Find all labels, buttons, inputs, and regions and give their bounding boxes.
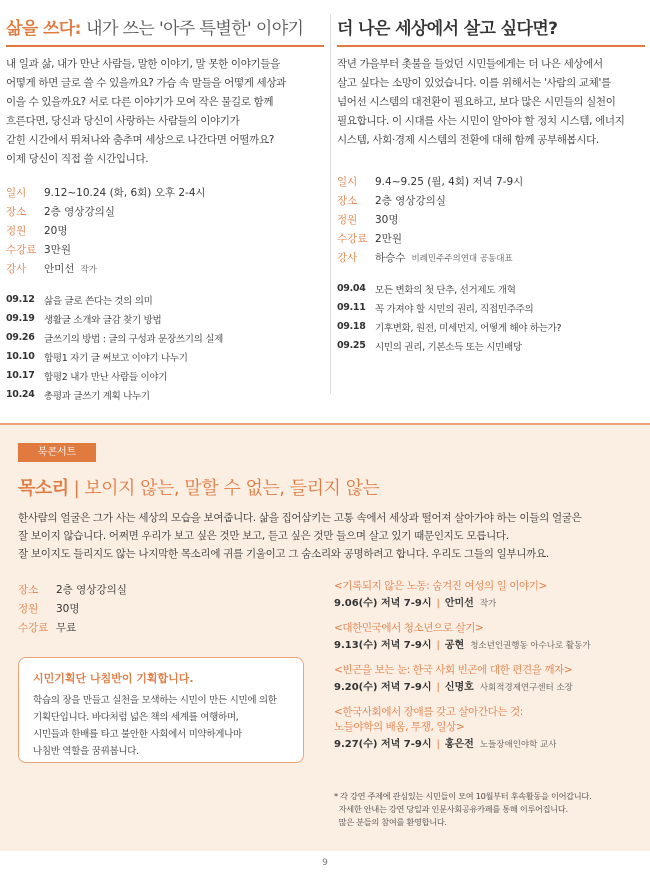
schedule-row: 09.11 꼭 가져야 할 시민의 권리, 직접민주주의 — [337, 302, 534, 315]
talk-item — [334, 621, 634, 656]
talk-item — [334, 705, 634, 755]
schedule-row: 10.24 총평과 글쓰기 계획 나누기 — [6, 389, 150, 402]
schedule-row: 10.10 합평1 자기 글 써보고 이야기 나누기 — [6, 351, 188, 364]
talk-meta: 9.27(수) 저녁 7-9시 | 홍은전 노들장애인야학 교사 — [334, 739, 557, 750]
talk-item — [334, 663, 634, 698]
citizen-course-title: 더 나은 세상에서 살고 싶다면? — [337, 14, 645, 47]
writing-course-schedule — [6, 290, 324, 404]
book-concert-info — [18, 580, 127, 637]
book-concert-tag: 북콘서트 — [18, 443, 96, 462]
info-place: 장소 2층 영상강의실 — [6, 206, 115, 218]
title-sep: : — [74, 19, 81, 39]
writing-course-section — [6, 14, 324, 404]
info-lecturer: 강사 하승수 비례민주주의연대 공동대표 — [337, 252, 513, 264]
book-concert-section — [0, 423, 650, 851]
info-place: 장소 2층 영상강의실 — [18, 584, 127, 596]
info-fee: 수강료 무료 — [18, 622, 77, 634]
schedule-row: 09.19 생활글 소개와 글감 찾기 방법 — [6, 313, 162, 326]
book-concert-intro: 한사람의 얼굴은 그가 사는 세상의 모습을 보여줍니다. 삶을 집어삼키는 고통 속에서 세상과 떨어져 살아가야 하는 이들의 얼굴은 잘 보이지 않습니다. 어쩌면 우리가 보고 싶은 것만 보고, 듣고 싶은 것만 들으며 살고 있기 때문인지도 모릅니다. 잘 보이지도 들리지도 않는 나지막한 목소리에 귀를 기울이고 그 숨소리와 공명하려고 합니다. 우리도 그들의 일부니까요. — [18, 512, 582, 560]
title-main: 삶을 쓰다 — [6, 19, 75, 39]
info-capacity: 정원 30명 — [337, 214, 399, 226]
schedule-row: 09.25 시민의 권리, 기본소득 또는 시민배당 — [337, 340, 522, 353]
writing-course-title — [6, 14, 324, 47]
citizen-course-schedule — [337, 279, 645, 355]
citizen-course-section — [337, 14, 645, 355]
schedule-row: 09.12 삶을 글로 쓴다는 것의 의미 — [6, 294, 153, 307]
info-fee: 수강료 2만원 — [337, 233, 402, 245]
organizer-box-body: 학습의 장을 만들고 실천을 모색하는 시민이 만든 시민에 의한 기획단입니다. 바다처럼 넓은 책의 세계를 여행하며, 시민들과 한배를 타고 불안한 사회에서 미약하게나마 나침반 역할을 꿈꿔봅니다. — [33, 695, 277, 757]
talk-meta: 9.06(수) 저녁 7-9시 | 안미선 작가 — [334, 598, 497, 609]
title-rest: 내가 쓰는 '아주 특별한' 이야기 — [86, 19, 304, 39]
talk-title: <빈곤을 보는 눈: 한국 사회 빈곤에 대한 편견을 깨자> — [334, 664, 573, 676]
talk-meta: 9.13(수) 저녁 7-9시 | 공현 청소년인권행동 아수나로 활동가 — [334, 640, 591, 651]
footnote: * 각 강연 주제에 관심있는 시민들이 모여 10월부터 후속활동을 이어갑니다. 자세한 안내는 강연 당일과 인문사회공유카페를 통해 이루어집니다. 많은 분들의 참여를 환영합니다. — [334, 791, 592, 827]
writing-course-info — [6, 183, 324, 278]
citizen-course-info — [337, 172, 645, 267]
page-number: 9 — [322, 858, 328, 868]
talk-title: <한국사회에서 장애를 갖고 살아간다는 것: — [334, 706, 523, 718]
talk-list — [334, 579, 634, 762]
talk-title: <기록되지 않은 노동: 숨겨진 여성의 일 이야기> — [334, 580, 547, 592]
writing-course-intro: 내 일과 삶, 내가 만난 사람들, 말한 이야기, 말 못한 이야기들을 어떻게 하면 글로 쓸 수 있을까요? 가슴 속 말들을 어떻게 세상과 이을 수 있을까요? 서로 다른 이야기가 모여 작은 물길로 함께 흐른다면, 당신과 당신이 사랑하는 사람들의 이야기가 갇힌 시간에서 뛰쳐나와 춤추며 세상으로 나간다면 어떨까요? 이제 당신이 직접 쓸 시간입니다. — [6, 58, 286, 165]
schedule-row: 09.18 기후변화, 원전, 미세먼지, 어떻게 해야 하는가? — [337, 321, 562, 334]
book-concert-title: 목소리 | 보이지 않는, 말할 수 없는, 들리지 않는 — [18, 478, 380, 499]
info-fee: 수강료 3만원 — [6, 244, 71, 256]
schedule-row: 10.17 합평2 내가 만난 사람들 이야기 — [6, 370, 168, 383]
schedule-row: 09.04 모든 변화의 첫 단추, 선거제도 개혁 — [337, 283, 516, 296]
talk-title-line-2: 노들야학의 배움, 투쟁, 일상> — [334, 721, 465, 733]
info-capacity: 정원 30명 — [18, 603, 80, 615]
info-capacity: 정원 20명 — [6, 225, 68, 237]
info-lecturer: 강사 안미선 작가 — [6, 263, 97, 275]
info-date: 일시 9.4~9.25 (월, 4회) 저녁 7-9시 — [337, 176, 524, 188]
talk-title: <대한민국에서 청소년으로 살기> — [334, 622, 484, 634]
talk-meta: 9.20(수) 저녁 7-9시 | 신명호 사회적경제연구센터 소장 — [334, 682, 573, 693]
citizen-course-intro: 작년 가을부터 촛불을 들었던 시민들에게는 더 나은 세상에서 살고 싶다는 소망이 있었습니다. 이를 위해서는 '사람의 교체'를 넘어선 시스템의 대전환이 필요하고, 보다 많은 시민들의 실천이 필요합니다. 이 시대를 사는 시민이 알아야 할 정치 시스템, 에너지 시스템, 사회·경제 시스템의 전환에 대해 함께 공부해봅시다. — [337, 58, 625, 146]
organizer-box — [18, 657, 304, 763]
schedule-row: 09.26 글쓰기의 방법 : 글의 구성과 문장쓰기의 실제 — [6, 332, 224, 345]
talk-item — [334, 579, 634, 614]
info-place: 장소 2층 영상강의실 — [337, 195, 446, 207]
column-divider — [330, 14, 331, 394]
info-date: 일시 9.12~10.24 (화, 6회) 오후 2-4시 — [6, 187, 206, 199]
organizer-box-title: 시민기획단 나침반이 기획합니다. — [33, 672, 194, 685]
